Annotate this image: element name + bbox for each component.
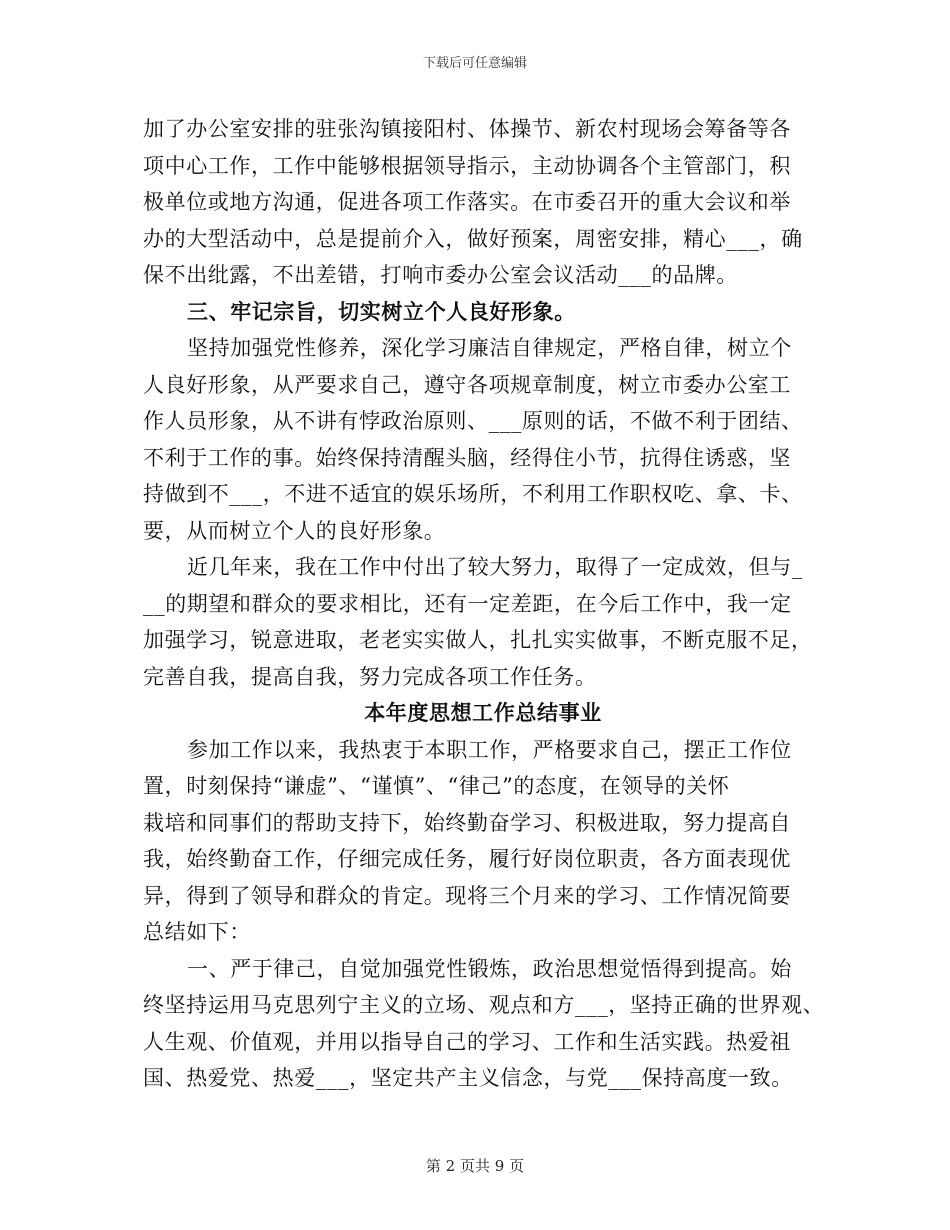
page-footer: 第 2 页共 9 页 [425,1157,525,1175]
text-line: 国、热爱党、热爱___，坚定共产主义信念，与党___保持高度一致。 [143,1066,793,1090]
text-line: 加了办公室安排的驻张沟镇接阳村、体操节、新农村现场会筹备等各 [143,117,791,141]
text-line: 持做到不___，不进不适宜的娱乐场所，不利用工作职权吃、拿、卡、 [143,482,803,506]
section-title: 本年度思想工作总结事业 [364,700,602,725]
text-line: 保不出纰露，不出差错，打响市委办公室会议活动___的品牌。 [143,263,738,287]
text-line: 不利于工作的事。始终保持清醒头脑，经得住小节，抗得住诱惑，坚 [143,445,791,470]
text-line: 办的大型活动中，总是提前介入，做好预案，周密安排，精心___，确 [143,226,803,251]
text-line: 极单位或地方沟通，促进各项工作落实。在市委召开的重大会议和举 [143,190,791,214]
page-header: 下载后可任意编辑 [422,56,527,71]
text-line: 完善自我，提高自我，努力完成各项工作任务。 [143,664,597,689]
text-line: 终坚持运用马克思列宁主义的立场、观点和方___，坚持正确的世界观、 [143,993,825,1017]
text-line: 人生观、价值观，并用以指导自己的学习、工作和生活实践。热爱祖 [143,1029,791,1054]
text-line: 总结如下： [143,920,251,944]
text-line: 人良好形象，从严要求自己，遵守各项规章制度，树立市委办公室工 [143,372,791,397]
document-body [143,111,823,1097]
text-line: __的期望和群众的要求相比，还有一定差距，在今后工作中，我一定 [143,591,792,616]
text-line: 我，始终勤奋工作，仔细完成任务，履行好岗位职责，各方面表现优 [143,847,791,871]
text-line: 作人员形象，从不讲有悖政治原则、___原则的话，不做不利于团结、 [143,409,803,433]
section-heading: 三、牢记宗旨，切实树立个人良好形象。 [187,298,576,324]
text-line: 栽培和同事们的帮助支持下，始终勤奋学习、积极进取，努力提高自 [143,810,791,835]
text-line: 坚持加强党性修养，深化学习廉洁自律规定，严格自律，树立个 [187,336,792,360]
text-line: 项中心工作，工作中能够根据领导指示，主动协调各个主管部门，积 [143,153,791,178]
text-line: 参加工作以来，我热衷于本职工作，严格要求自己，摆正工作位 [187,737,792,762]
text-line: 一、严于律己，自觉加强党性锻炼，政治思想觉悟得到提高。始 [187,956,792,981]
text-line: 异，得到了领导和群众的肯定。现将三个月来的学习、工作情况简要 [143,883,791,908]
text-line: 加强学习，锐意进取，老老实实做人，扎扎实实做事，不断克服不足， [143,628,813,652]
text-line: 置，时刻保持“谦虚”、“谨慎”、“律己”的态度，在领导的关怀 [143,774,730,798]
text-line: 近几年来，我在工作中付出了较大努力，取得了一定成效，但与_ [187,555,803,579]
text-line: 要，从而树立个人的良好形象。 [143,518,446,543]
